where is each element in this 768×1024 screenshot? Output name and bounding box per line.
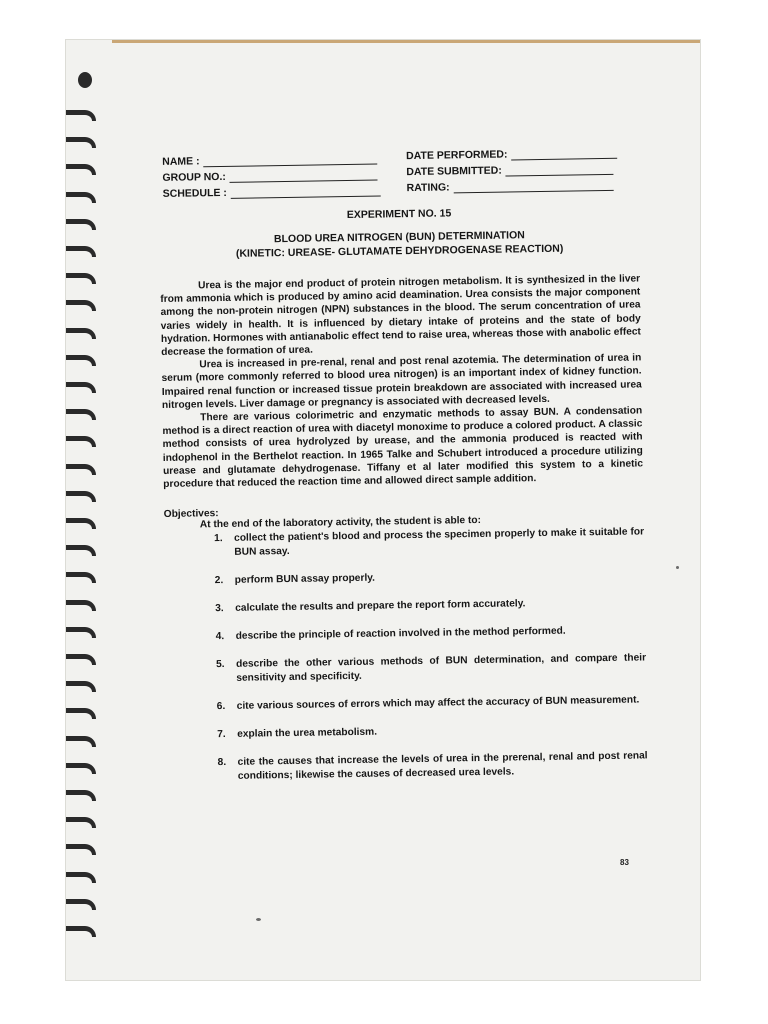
binding-ring bbox=[66, 246, 96, 257]
binding-ring bbox=[66, 491, 96, 502]
objective-number: 7. bbox=[217, 729, 226, 741]
binding-ring bbox=[66, 219, 96, 230]
group-field bbox=[162, 169, 378, 184]
objective-number: 8. bbox=[217, 757, 227, 769]
date-performed-field bbox=[406, 147, 617, 162]
objective-text: describe the other various methods of BUN determination, and compare their sensitivity and specificity. bbox=[236, 652, 647, 685]
schedule-field bbox=[163, 185, 381, 200]
objective-number: 5. bbox=[216, 659, 225, 671]
binding-ring bbox=[66, 763, 96, 774]
rating-field bbox=[407, 179, 614, 194]
binding-ring bbox=[66, 681, 96, 692]
schedule-line bbox=[231, 186, 381, 199]
binding-ring bbox=[66, 545, 96, 556]
paragraph-intro: Urea is the major end product of protein nitrogen metabolism. It is synthesized in the liver from ammonia which is produced by amino acid deamination. Urea consists the major component among the non-protein nitrogen (NPN) substances in the blood. The serum concentration of urea varies widely in health. It is influenced by dietary intake of proteins and the state of body hydration. Hormones with antianabolic effect tend to raise urea, whereas those with anabolic effect decrease the formation of urea. bbox=[160, 273, 642, 358]
date-submitted-label: DATE SUBMITTED: bbox=[406, 164, 502, 179]
binding-ring bbox=[66, 355, 96, 366]
experiment-title-block bbox=[159, 226, 639, 262]
binding-ring bbox=[66, 736, 96, 747]
binding-ring bbox=[66, 273, 96, 284]
page-content bbox=[158, 142, 648, 799]
objective-item bbox=[165, 596, 645, 618]
objective-text: cite the causes that increase the levels of urea in the prerenal, renal and post renal conditions; likewise the causes of decreased urea levels. bbox=[237, 750, 648, 783]
binding-ring bbox=[66, 164, 96, 175]
experiment-title: BLOOD UREA NITROGEN (BUN) DETERMINATION bbox=[273, 229, 525, 246]
binding-ring bbox=[66, 899, 96, 910]
objective-text: collect the patient's blood and process the specimen properly to make it suitable for BUN assay. bbox=[234, 526, 645, 559]
objectives-heading: Objectives: bbox=[163, 508, 219, 521]
objective-text: explain the urea metabolism. bbox=[237, 726, 378, 741]
binding-ring bbox=[66, 600, 96, 611]
page-top-edge bbox=[112, 40, 700, 43]
group-label: GROUP NO.: bbox=[162, 170, 226, 184]
binding-ring bbox=[66, 110, 96, 121]
form-header bbox=[158, 142, 639, 206]
binding-ring bbox=[66, 627, 96, 638]
date-submitted-field bbox=[406, 163, 614, 178]
experiment-number: EXPERIMENT NO. 15 bbox=[346, 207, 452, 222]
objective-text: perform BUN assay properly. bbox=[234, 572, 376, 587]
objective-item bbox=[166, 652, 646, 688]
date-performed-line bbox=[511, 148, 617, 161]
objective-number: 1. bbox=[214, 533, 223, 545]
objective-item bbox=[165, 568, 645, 590]
paragraph-methods: There are various colorimetric and enzymatic methods to assay BUN. A condensation method is a direct reaction of urea with diacetyl monoxime to produce a colored product. A classic method consists of urea hydrolyzed by urease, and the ammonia produced is reacted with indophenol in the Berthelot reaction. In 1965 Talke and Schubert introduced a procedure utilizing urease and glutamate dehydrogenase. Tiffany et al later modified this system to a kinetic procedure that reduced the reaction time and allowed direct sample addition. bbox=[162, 405, 644, 491]
binding-ring bbox=[66, 572, 96, 583]
objective-number: 2. bbox=[214, 575, 224, 587]
binding-ring bbox=[66, 926, 96, 937]
objective-item bbox=[167, 694, 647, 716]
binding-ring bbox=[66, 192, 96, 203]
objective-text: describe the principle of reaction involved in the method performed. bbox=[235, 625, 566, 643]
binding-ring bbox=[66, 790, 96, 801]
objective-number: 6. bbox=[216, 701, 226, 713]
objective-number: 4. bbox=[215, 631, 225, 643]
date-submitted-line bbox=[506, 164, 614, 177]
name-label: NAME : bbox=[162, 155, 200, 168]
group-line bbox=[230, 170, 378, 183]
binding-ring bbox=[66, 382, 96, 393]
binding-ring bbox=[66, 817, 96, 828]
binding-ring bbox=[66, 654, 96, 665]
objective-item bbox=[166, 624, 646, 646]
objective-text: cite various sources of errors which may affect the accuracy of BUN measurement. bbox=[236, 694, 640, 713]
binding-ring bbox=[66, 844, 96, 855]
schedule-label: SCHEDULE : bbox=[162, 186, 227, 200]
page-number: 83 bbox=[620, 858, 629, 867]
binding-ring bbox=[66, 409, 96, 420]
objective-item bbox=[164, 526, 644, 562]
objectives-list bbox=[164, 526, 648, 786]
objective-item bbox=[167, 722, 647, 744]
rating-line bbox=[454, 180, 614, 194]
binding-ring bbox=[66, 436, 96, 447]
paper-speck bbox=[256, 918, 261, 921]
name-field bbox=[162, 153, 378, 168]
objectives-intro: At the end of the laboratory activity, the student is able to: bbox=[199, 515, 482, 531]
objective-item bbox=[168, 750, 648, 786]
binding-ring bbox=[66, 708, 96, 719]
binding-ring bbox=[66, 872, 96, 883]
binding-ring bbox=[66, 300, 96, 311]
experiment-subtitle: (KINETIC: UREASE- GLUTAMATE DEHYDROGENASE REACTION) bbox=[235, 242, 564, 260]
name-line bbox=[203, 154, 377, 168]
objective-text: calculate the results and prepare the report form accurately. bbox=[235, 598, 526, 615]
binding-ring bbox=[66, 518, 96, 529]
objective-number: 3. bbox=[215, 603, 224, 615]
binding-ring bbox=[66, 464, 96, 475]
date-performed-label: DATE PERFORMED: bbox=[406, 148, 508, 163]
spiral-binding bbox=[66, 70, 100, 950]
paper-speck bbox=[676, 566, 679, 569]
rating-label: RATING: bbox=[406, 181, 450, 195]
binding-ring bbox=[66, 137, 96, 148]
paragraph-azotemia: Urea is increased in pre-renal, renal and post renal azotemia. The determination of urea in serum (more commonly referred to blood urea nitrogen) is an important index of kidney function. Impaired renal function or increased tissue protein breakdown are associated with increased urea nitrogen levels. Liver damage or pregnancy is associated with decreased levels. bbox=[161, 352, 642, 411]
binding-ring bbox=[66, 328, 96, 339]
